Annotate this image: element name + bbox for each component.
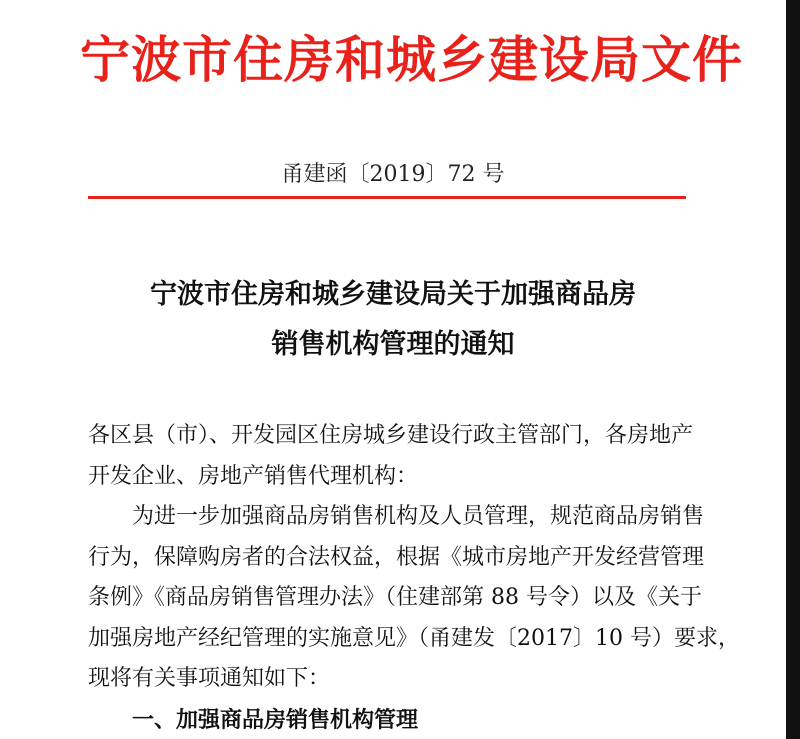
paragraph-line: 加强房地产经纪管理的实施意见》（甬建发〔2017〕10 号）要求， bbox=[88, 625, 740, 651]
document-title-line-2: 销售机构管理的通知 bbox=[271, 329, 515, 360]
document-title bbox=[0, 270, 786, 370]
paragraph-line: 行为，保障购房者的合法权益，根据《城市房地产开发经营管理 bbox=[88, 544, 705, 570]
paragraph-line: 为进一步加强商品房销售机构及人员管理，规范商品房销售 bbox=[132, 504, 705, 529]
issuer-masthead: 宁波市住房和城乡建设局文件 bbox=[80, 31, 743, 89]
page-edge-shadow bbox=[786, 0, 800, 739]
paragraph-line: 现将有关事项通知如下： bbox=[88, 666, 331, 691]
document-title-line-1: 宁波市住房和城乡建设局关于加强商品房 bbox=[150, 279, 636, 310]
document-body bbox=[88, 416, 740, 700]
salutation-line: 各区县（市）、开发园区住房城乡建设行政主管部门，各房地产 bbox=[88, 423, 694, 448]
paragraph-line: 条例》《商品房销售管理办法》（住建部第 88 号令）以及《关于 bbox=[88, 585, 702, 610]
document-number: 甬建函〔2019〕72 号 bbox=[281, 162, 505, 187]
section-heading: 一、加强商品房销售机构管理 bbox=[132, 708, 419, 733]
salutation-line: 开发企业、房地产销售代理机构： bbox=[88, 463, 419, 489]
red-divider-line bbox=[88, 196, 686, 199]
